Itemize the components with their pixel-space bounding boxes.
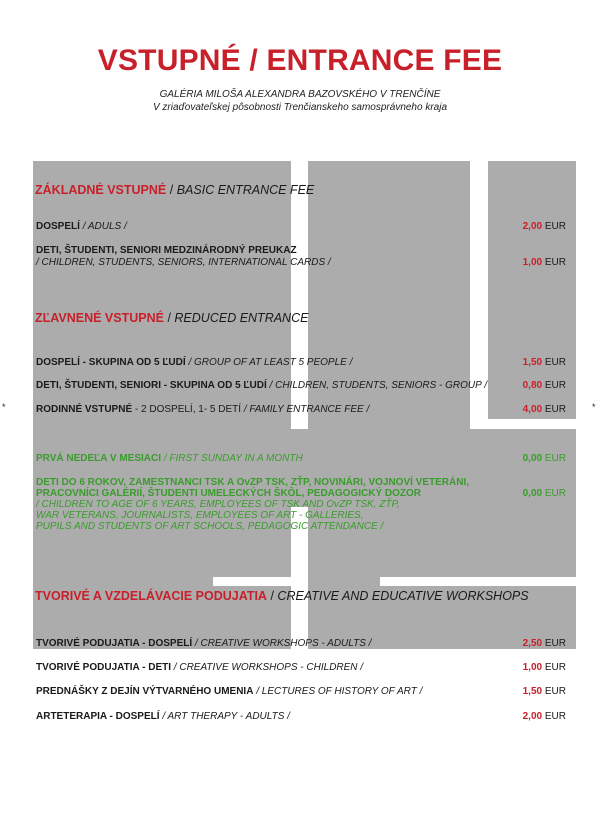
fee-row-group-adults xyxy=(36,357,352,369)
fee-price-children xyxy=(523,257,566,268)
section-basic-title-en: BASIC ENTRANCE FEE xyxy=(176,183,315,197)
white-gap-2 xyxy=(380,577,576,586)
price-currency: EUR xyxy=(544,638,566,649)
fee-row-lectures xyxy=(36,686,422,698)
fee-row-children-en: / CHILDREN, STUDENTS, SENIORS, INTERNATIONAL CARDS / xyxy=(36,257,331,268)
fee-row-group-children xyxy=(36,380,487,392)
side-mark-right: * xyxy=(592,402,596,412)
price-currency: EUR xyxy=(544,221,566,232)
fee-row-workshop-adults xyxy=(36,638,371,650)
fee-row-children-sk: DETI, ŠTUDENTI, SENIORI MEDZINÁRODNÝ PREUKAZ xyxy=(36,245,297,256)
fee-price-group-adults xyxy=(523,357,566,368)
fee-label-en: / ADULS / xyxy=(82,221,127,232)
section-workshops-title-en: CREATIVE AND EDUCATIVE WORKSHOPS xyxy=(277,589,529,603)
fee-label-en: / FIRST SUNDAY IN A MONTH xyxy=(163,453,303,464)
section-workshops-title-sk: TVORIVÉ A VZDELÁVACIE PODUJATIA xyxy=(35,589,267,603)
fee-price-adults xyxy=(523,221,566,232)
fee-price-workshop-children xyxy=(523,662,566,673)
price-value: 1,50 xyxy=(522,686,543,697)
fee-price-art-therapy xyxy=(523,711,566,722)
fee-row-art-therapy xyxy=(36,711,290,723)
section-basic-sep: / xyxy=(169,183,174,197)
fee-label-en: / ART THERAPY - ADULTS / xyxy=(162,711,290,722)
fee-price-group-children xyxy=(523,380,566,391)
fee-label-sk: PRVÁ NEDEĽA V MESIACI xyxy=(36,453,162,464)
fee-row-family xyxy=(36,404,369,416)
price-value: 2,00 xyxy=(522,711,543,722)
fee-price-lectures xyxy=(523,686,566,697)
gallery-name: GALÉRIA MILOŠA ALEXANDRA BAZOVSKÉHO V TRENČÍNE xyxy=(159,89,441,100)
fee-row-first-sunday xyxy=(36,453,303,465)
side-mark-left: * xyxy=(2,402,6,412)
section-workshops-sep: / xyxy=(270,589,274,603)
price-value: 2,00 xyxy=(522,221,543,232)
price-value: 1,00 xyxy=(522,662,543,673)
price-currency: EUR xyxy=(544,488,566,499)
white-gap-1 xyxy=(213,577,291,586)
fee-price-workshop-adults xyxy=(523,638,566,649)
price-value: 0,00 xyxy=(522,453,543,464)
section-basic-heading xyxy=(35,183,314,197)
fee-row-free-en1: / CHILDREN TO AGE OF 6 YEARS, EMPLOYEES OF TSK AND OvZP TSK, ZŤP, xyxy=(36,499,400,510)
fee-label-sk: DETI, ŠTUDENTI, SENIORI - SKUPINA OD 5 ĽUDÍ xyxy=(36,380,267,391)
fee-label-sk: DOSPELÍ - SKUPINA OD 5 ĽUDÍ xyxy=(36,357,186,368)
section-workshops-heading xyxy=(35,589,529,603)
fee-row-free-en3: PUPILS AND STUDENTS OF ART SCHOOLS, PEDAGOGIC ATTENDANCE / xyxy=(36,521,384,532)
fee-label-en: / LECTURES OF HISTORY OF ART / xyxy=(256,686,423,697)
fee-label-en: / FAMILY ENTRANCE FEE / xyxy=(243,404,370,415)
fee-row-adults xyxy=(36,221,127,233)
section-reduced-title-sk: ZĽAVNENÉ VSTUPNÉ xyxy=(35,311,164,325)
fee-label-en: / GROUP OF AT LEAST 5 PEOPLE / xyxy=(188,357,353,368)
price-value: 2,50 xyxy=(522,638,543,649)
price-currency: EUR xyxy=(544,686,566,697)
fee-row-free-sk2: PRACOVNÍCI GALÉRIÍ, ŠTUDENTI UMELECKÝCH ŠKÔL, PEDAGOGICKÝ DOZOR xyxy=(36,488,422,499)
fee-price-first-sunday xyxy=(523,453,566,464)
fee-price-family xyxy=(523,404,566,415)
price-currency: EUR xyxy=(544,380,566,391)
price-value: 4,00 xyxy=(522,404,543,415)
price-currency: EUR xyxy=(544,711,566,722)
section-reduced-heading xyxy=(35,311,308,325)
fee-label-en: / CHILDREN, STUDENTS, SENIORS - GROUP / xyxy=(269,380,487,391)
fee-row-workshop-children xyxy=(36,662,363,674)
section-reduced-title-en: REDUCED ENTRANCE xyxy=(174,311,309,325)
price-currency: EUR xyxy=(544,453,566,464)
price-currency: EUR xyxy=(544,404,566,415)
authority-line: V zriaďovateľskej pôsobnosti Trenčianskeho samosprávneho kraja xyxy=(152,102,448,113)
fee-label-detail: - 2 DOSPELÍ, 1- 5 DETÍ xyxy=(132,404,242,415)
fee-row-free-en2: WAR VETERANS, JOURNALISTS, EMPLOYEES OF ART - GALLERIES, xyxy=(36,510,364,521)
section-basic-title-sk: ZÁKLADNÉ VSTUPNÉ xyxy=(35,183,167,197)
fee-label-sk: DOSPELÍ xyxy=(36,221,80,232)
price-value: 1,50 xyxy=(522,357,543,368)
fee-label-en: / CREATIVE WORKSHOPS - CHILDREN / xyxy=(173,662,364,673)
price-currency: EUR xyxy=(544,662,566,673)
page-title: VSTUPNÉ / ENTRANCE FEE xyxy=(97,44,503,77)
fee-label-sk: TVORIVÉ PODUJATIA - DETI xyxy=(36,662,172,673)
price-currency: EUR xyxy=(544,257,566,268)
price-currency: EUR xyxy=(544,357,566,368)
fee-price-free xyxy=(523,488,566,499)
price-value: 0,00 xyxy=(522,488,543,499)
fee-label-sk: ARTETERAPIA - DOSPELÍ xyxy=(36,711,160,722)
fee-label-sk: TVORIVÉ PODUJATIA - DOSPELÍ xyxy=(36,638,193,649)
section-reduced-sep: / xyxy=(167,311,171,325)
fee-row-free-sk1: DETI DO 6 ROKOV, ZAMESTNANCI TSK A OvZP TSK, ZŤP, NOVINÁRI, VOJNOVÍ VETERÁNI, xyxy=(36,477,470,488)
fee-label-sk: RODINNÉ VSTUPNÉ xyxy=(36,404,133,415)
fee-label-sk: PREDNÁŠKY Z DEJÍN VÝTVARNÉHO UMENIA xyxy=(36,686,254,697)
fee-label-en: / CREATIVE WORKSHOPS - ADULTS / xyxy=(194,638,372,649)
price-value: 0,80 xyxy=(522,380,543,391)
price-value: 1,00 xyxy=(522,257,543,268)
